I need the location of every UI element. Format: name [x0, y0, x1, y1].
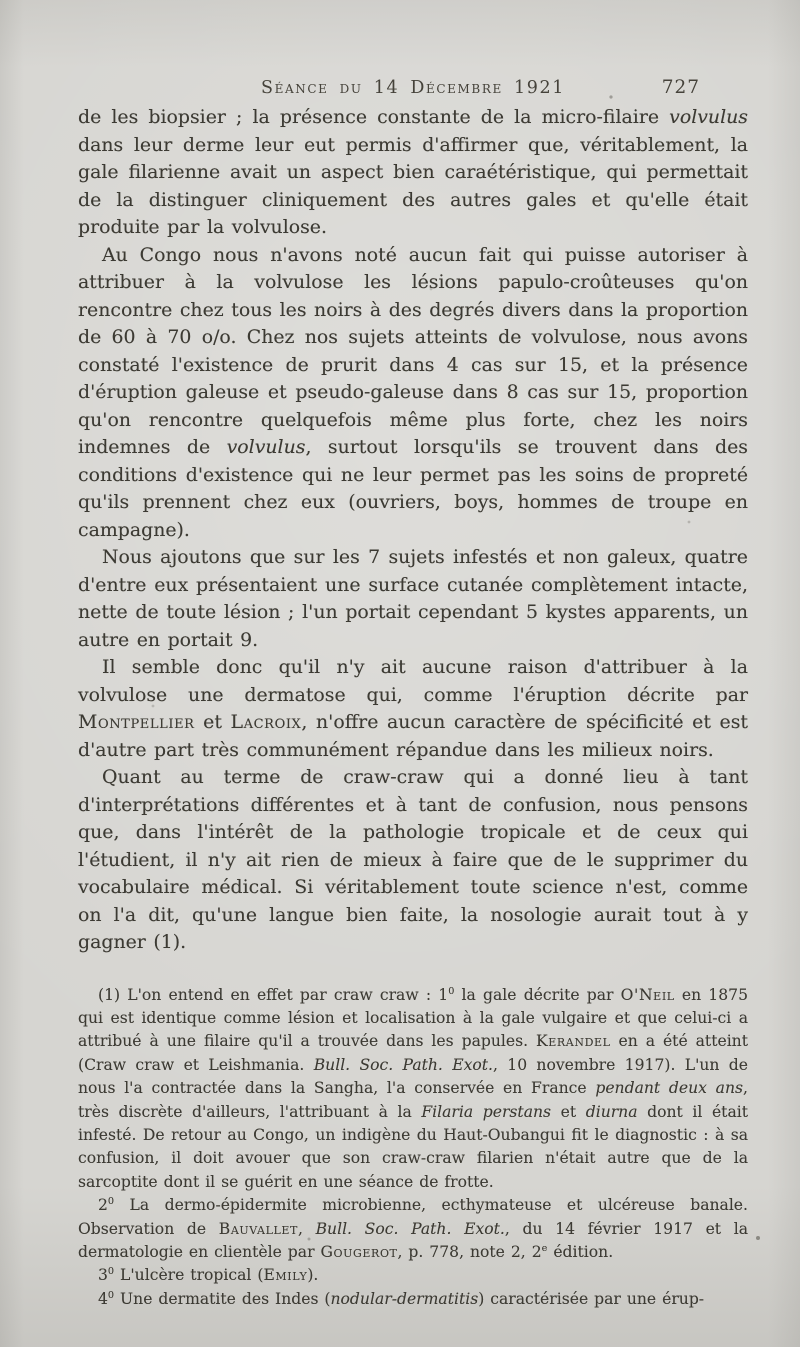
superscript-ordinal: 0: [448, 985, 455, 997]
body-paragraph: [78, 104, 748, 242]
footnote-paragraph: [78, 1288, 748, 1311]
text-run: en a été atteint (Craw craw et Leishmania.: [78, 1032, 748, 1074]
text-run: 4: [98, 1289, 108, 1308]
italic-text: volvulus: [669, 106, 748, 128]
smallcaps-name: O'Neil: [620, 985, 675, 1004]
body-paragraph: [78, 242, 748, 545]
running-title: Séance du 14 Décembre 1921: [261, 78, 565, 98]
superscript-ordinal: 0: [107, 1266, 115, 1278]
text-run: , du 14 février 1917 et la dermatologie en clientèle par: [78, 1219, 748, 1261]
text-run: , 10 novembre 1917). L'un de nous l'a contractée dans la Sangha, l'a conservée en France: [78, 1055, 748, 1098]
text-run: dont il était infesté. De retour au Congo, un indigène du Haut-Oubangui fit le diagnostic : à sa confusion, il doit avouer que son craw-craw filarien n'était autre que de la sarcoptite dont il se guérit en une séance de frotte.: [78, 1102, 748, 1191]
smallcaps-name: Montpellier: [78, 711, 195, 733]
text-run: ) caractérisée par une érup-: [478, 1289, 705, 1308]
text-run: Il semble donc qu'il n'y ait aucune raison d'attribuer à la volvulose une dermatose qui, comme l'éruption décrite par: [78, 656, 748, 706]
text-run: , p. 778, note 2, 2: [397, 1242, 542, 1261]
text-run: L'ulcère tropical (: [114, 1266, 264, 1285]
text-run: Une dermatite des Indes (: [114, 1289, 331, 1308]
smallcaps-name: Emily: [263, 1266, 308, 1285]
text-run: édition.: [547, 1242, 614, 1261]
text-run: La dermo-épidermite microbienne, ecthymateuse et ulcéreuse banale. Observation de: [78, 1196, 748, 1238]
smallcaps-name: Bauvallet: [218, 1219, 298, 1238]
text-run: en 1875 qui est identique comme lésion et localisation à la gale vulgaire et que celui-ci a attribué à une filaire qu'il a trouvée dans les papules.: [78, 985, 748, 1051]
text-run: Nous ajoutons que sur les 7 sujets infestés et non galeux, quatre d'entre eux présentaient une surface cutanée complètement intacte, nette de toute lésion ; l'un portait cependant 5 kystes apparents, un autre en portait 9.: [78, 546, 748, 651]
text-column: [78, 104, 748, 1311]
body-paragraph: [78, 654, 748, 764]
scan-speck-artifacts: [0, 0, 2, 2]
superscript-ordinal: 0: [107, 1195, 115, 1207]
text-run: , n'offre aucun caractère de spécificité et est d'autre part très communément répandue dans les milieux noirs.: [78, 711, 748, 761]
text-run: 2: [98, 1196, 108, 1215]
body-text: [78, 104, 748, 957]
text-run: et: [194, 711, 231, 733]
footnote-paragraph: [78, 984, 748, 1195]
page-number: 727: [661, 77, 700, 98]
smallcaps-name: Gougerot: [320, 1242, 398, 1261]
superscript-ordinal: 0: [107, 1289, 115, 1301]
body-paragraph: [78, 544, 748, 654]
page-header: [78, 78, 748, 100]
body-paragraph: [78, 764, 748, 957]
italic-text: diurna: [585, 1102, 638, 1121]
text-run: Quant au terme de craw-craw qui a donné lieu à tant d'interprétations différentes et à tant de confusion, nous pensons que, dans l'intérêt de la pathologie tropicale et de ceux qui l'étudient, il n'y ait rien de mieux à faire que de le supprimer du vocabulaire médical. Si véritablement toute science n'est, comme on l'a dit, qu'une langue bien faite, la nosologie aurait tout à y gagner (1).: [78, 766, 748, 953]
text-run: dans leur derme leur eut permis d'affirmer que, véritablement, la gale filarienne avait un aspect bien caraétéristique, qui permettait de la distinguer cliniquement des autres gales et qu'elle était produite par la volvulose.: [78, 133, 748, 238]
text-run: et: [551, 1102, 586, 1121]
footnote-paragraph: [78, 1264, 748, 1287]
italic-text: volvulus: [226, 436, 306, 458]
text-run: ).: [307, 1266, 319, 1285]
italic-text: Bull. Soc. Path. Exot.: [313, 1055, 493, 1074]
text-run: de les biopsier ; la présence constante de la micro-filaire: [78, 106, 670, 128]
italic-text: pendant deux ans: [595, 1079, 744, 1098]
superscript-ordinal: e: [541, 1242, 548, 1254]
italic-text: Filaria perstans: [421, 1102, 552, 1121]
italic-text: Bull. Soc. Path. Exot.: [315, 1219, 505, 1238]
text-run: , très discrète d'ailleurs, l'attribuant à la: [78, 1079, 748, 1121]
text-run: la gale décrite par: [454, 985, 621, 1004]
text-run: 3: [98, 1266, 108, 1285]
text-run: (1) L'on entend en effet par craw craw : 1: [98, 985, 449, 1004]
smallcaps-name: Kerandel: [536, 1032, 611, 1051]
text-run: ,: [297, 1219, 316, 1238]
text-run: , surtout lorsqu'ils se trouvent dans des conditions d'existence qui ne leur permet pas les soins de propreté qu'ils prennent chez eux (ouvriers, boys, hommes de troupe en campagne).: [78, 436, 749, 541]
smallcaps-name: Lacroix: [230, 711, 302, 733]
footnote-paragraph: [78, 1194, 748, 1264]
text-run: Au Congo nous n'avons noté aucun fait qui puisse autoriser à attribuer à la volvulose les lésions papulo-croûteuses qu'on rencontre chez tous les noirs à des degrés divers dans la proportion de 60 à 70 o/o. Chez nos sujets atteints de volvulose, nous avons constaté l'existence de prurit dans 4 cas sur 15, et la présence d'éruption galeuse et pseudo-galeuse dans 8 cas sur 15, proportion qu'on rencontre quelquefois même plus forte, chez les noirs indemnes de: [78, 243, 748, 458]
footnotes: [78, 984, 748, 1312]
italic-text: nodular-dermatitis: [330, 1289, 479, 1308]
